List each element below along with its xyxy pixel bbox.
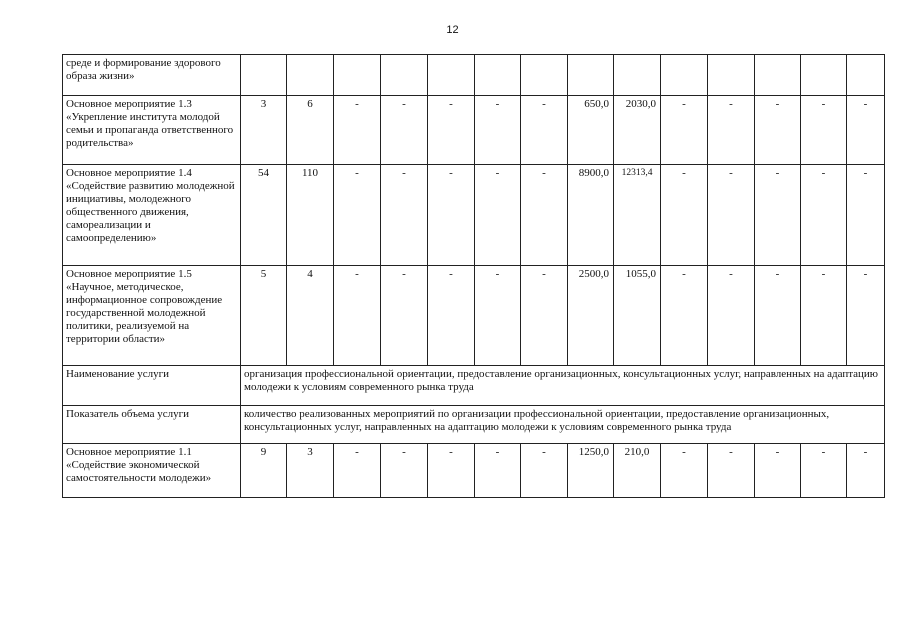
table-cell: - xyxy=(755,266,801,366)
table-cell: - xyxy=(428,444,475,498)
table-cell: - xyxy=(334,444,381,498)
table-cell xyxy=(708,55,755,96)
table-cell xyxy=(614,55,661,96)
table-cell: - xyxy=(847,266,885,366)
table-cell xyxy=(755,55,801,96)
table-cell: - xyxy=(801,165,847,266)
table-cell xyxy=(381,55,428,96)
table-cell: - xyxy=(801,266,847,366)
table-cell xyxy=(661,55,708,96)
page-number: 12 xyxy=(446,24,459,36)
table-cell: 1250,0 xyxy=(568,444,614,498)
row-label: Основное мероприятие 1.3 «Укрепление института молодой семьи и пропаганда ответственного родительства» xyxy=(63,96,241,165)
services-table xyxy=(62,54,885,498)
table-cell: - xyxy=(475,96,521,165)
table-cell: 54 xyxy=(241,165,287,266)
table-cell: 3 xyxy=(241,96,287,165)
table-cell: - xyxy=(428,165,475,266)
row-label: среде и формирование здорового образа жизни» xyxy=(63,55,241,96)
row-label: Наименование услуги xyxy=(63,366,241,406)
table-row xyxy=(63,266,885,366)
table-cell: - xyxy=(801,96,847,165)
table-cell: - xyxy=(847,96,885,165)
table-cell: - xyxy=(521,266,568,366)
table-cell: - xyxy=(708,266,755,366)
table-cell xyxy=(428,55,475,96)
table-cell: - xyxy=(521,96,568,165)
table-cell xyxy=(475,55,521,96)
table-cell: - xyxy=(661,444,708,498)
table-cell: 5 xyxy=(241,266,287,366)
table-cell: - xyxy=(334,165,381,266)
table-cell: 3 xyxy=(287,444,334,498)
table-cell: - xyxy=(708,444,755,498)
row-label: Основное мероприятие 1.1 «Содействие экономической самостоятельности молодежи» xyxy=(63,444,241,498)
table-cell xyxy=(334,55,381,96)
table-cell: - xyxy=(428,96,475,165)
table-row xyxy=(63,165,885,266)
table-cell: - xyxy=(755,444,801,498)
table-cell: 110 xyxy=(287,165,334,266)
table-cell xyxy=(241,55,287,96)
table-cell: - xyxy=(381,444,428,498)
table-cell: - xyxy=(708,165,755,266)
merged-cell-text: количество реализованных мероприятий по организации профессиональной ориентации, предоставление организационных, консультационных услуг, направленных на адаптацию молодежи к условиям современного рынка труда xyxy=(241,406,885,444)
table-cell: - xyxy=(475,444,521,498)
table-cell: - xyxy=(334,266,381,366)
table-cell: - xyxy=(381,96,428,165)
table-cell: 210,0 xyxy=(614,444,661,498)
row-label: Основное мероприятие 1.4 «Содействие развитию молодежной инициативы, молодежного общественного движения, самореализации и самоопределению» xyxy=(63,165,241,266)
table-cell: - xyxy=(475,266,521,366)
table-cell: 2030,0 xyxy=(614,96,661,165)
table-row-service-volume xyxy=(63,406,885,444)
table-cell: 1055,0 xyxy=(614,266,661,366)
table-cell: - xyxy=(661,96,708,165)
table-row xyxy=(63,444,885,498)
row-label: Показатель объема услуги xyxy=(63,406,241,444)
table-row-service-name xyxy=(63,366,885,406)
table-cell: 12313,4 xyxy=(614,165,661,266)
table-cell: - xyxy=(708,96,755,165)
table-cell: - xyxy=(847,165,885,266)
table-cell: - xyxy=(381,266,428,366)
table-row xyxy=(63,96,885,165)
table-cell xyxy=(287,55,334,96)
table-cell: - xyxy=(381,165,428,266)
table-cell: 650,0 xyxy=(568,96,614,165)
table-cell: - xyxy=(661,165,708,266)
table-cell: 4 xyxy=(287,266,334,366)
table-cell: - xyxy=(521,165,568,266)
merged-cell-text: организация профессиональной ориентации, предоставление организационных, консультационных услуг, направленных на адаптацию молодежи к условиям современного рынка труда xyxy=(241,366,885,406)
table-cell: 6 xyxy=(287,96,334,165)
row-label: Основное мероприятие 1.5 «Научное, методическое, информационное сопровождение государственной молодежной политики, реализуемой на территории области» xyxy=(63,266,241,366)
table-cell xyxy=(521,55,568,96)
table-cell xyxy=(847,55,885,96)
table-cell: - xyxy=(801,444,847,498)
table-row xyxy=(63,55,885,96)
table-cell: 9 xyxy=(241,444,287,498)
table-cell: - xyxy=(847,444,885,498)
table-cell xyxy=(568,55,614,96)
table-cell: - xyxy=(755,165,801,266)
table-cell: - xyxy=(755,96,801,165)
table-cell: 8900,0 xyxy=(568,165,614,266)
table-cell: 2500,0 xyxy=(568,266,614,366)
table-cell: - xyxy=(475,165,521,266)
table-cell: - xyxy=(428,266,475,366)
table-cell: - xyxy=(661,266,708,366)
table-cell xyxy=(801,55,847,96)
table-cell: - xyxy=(334,96,381,165)
table-cell: - xyxy=(521,444,568,498)
